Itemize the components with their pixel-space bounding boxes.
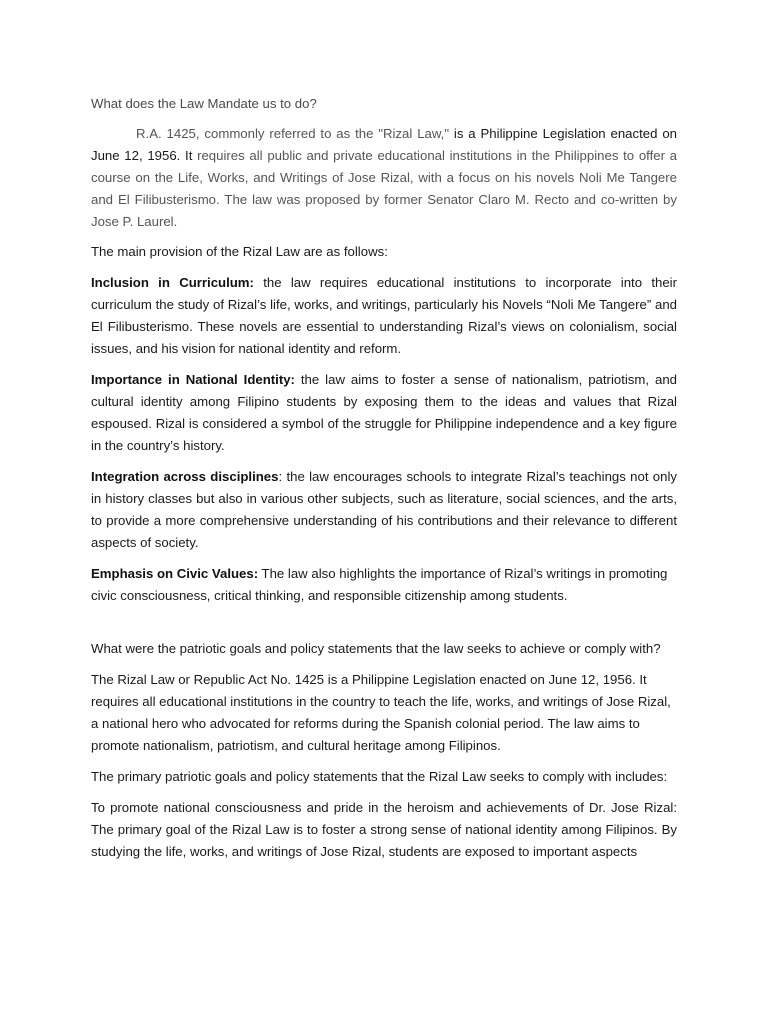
question-2: What were the patriotic goals and policy statements that the law seeks to achieve or comply with? xyxy=(91,641,661,656)
provision-text: the law requires educational institutions to incorporate into their curriculum the study of Rizal’s life, works, and writings, particularly his Novels “Noli Me Tangere” and El Filibusterismo. These novels are essential to understanding Rizal’s views on colonialism, social issues, and his vision for national identity and reform. xyxy=(91,275,677,356)
provision-text: The law also highlights the importance of Rizal’s writings in promoting civic consciousness, critical thinking, and responsible citizenship among students. xyxy=(91,566,668,603)
provision-title: Importance in National Identity: xyxy=(91,372,295,387)
provision-text: the law aims to foster a sense of nationalism, patriotism, and cultural identity among Filipino students by exposing them to the ideas and values that Rizal espoused. Rizal is considered a symbol of the struggle for Philippine independence and a key figure in the country’s history. xyxy=(91,372,677,453)
document-body xyxy=(91,93,677,863)
rizal-law-summary-paragraph: The Rizal Law or Republic Act No. 1425 is a Philippine Legislation enacted on June 12, 1956. It requires all educational institutions in the country to teach the life, works, and writings of Jose Rizal, a national hero who advocated for reforms during the Spanish colonial period. The law aims to promote nationalism, patriotism, and cultural heritage among Filipinos. xyxy=(91,672,671,753)
provision-title: Integration across disciplines xyxy=(91,469,279,484)
provision-integration xyxy=(91,466,677,554)
national-consciousness-paragraph: To promote national consciousness and pride in the heroism and achievements of Dr. Jose Rizal: The primary goal of the Rizal Law is to foster a strong sense of national identity among Filipinos. By studying the life, works, and writings of Jose Rizal, students are exposed to important aspects xyxy=(91,800,677,859)
provision-civic xyxy=(91,563,677,607)
provision-title: Inclusion in Curriculum: xyxy=(91,275,254,290)
intro-part-3: requires all public and private educational institutions in the Philippines to offer a course on the Life, Works, and Writings of Jose Rizal, with a focus on his novels Noli Me Tangere and El Filibusterismo. The law was proposed by former Senator Claro M. Recto and co-written by Jose P. Laurel. xyxy=(91,148,678,229)
provision-title: Emphasis on Civic Values: xyxy=(91,566,259,581)
provision-inclusion xyxy=(91,272,677,360)
provisions-lead: The main provision of the Rizal Law are as follows: xyxy=(91,244,388,259)
provision-identity xyxy=(91,369,677,457)
goals-lead-paragraph: The primary patriotic goals and policy statements that the Rizal Law seeks to comply with includes: xyxy=(91,769,668,784)
provision-text: : the law encourages schools to integrate Rizal’s teachings not only in history classes but also in various other subjects, such as literature, social sciences, and the arts, to provide a more comprehensive understanding of his contributions and their relevance to different aspects of society. xyxy=(91,469,677,550)
intro-part-2: is a Philippine Legislation enacted on June 12, 1956. It xyxy=(91,126,677,163)
question-1: What does the Law Mandate us to do? xyxy=(91,96,317,111)
intro-paragraph xyxy=(91,123,677,233)
intro-part-1: R.A. 1425, commonly referred to as the "Rizal Law," xyxy=(136,126,450,141)
